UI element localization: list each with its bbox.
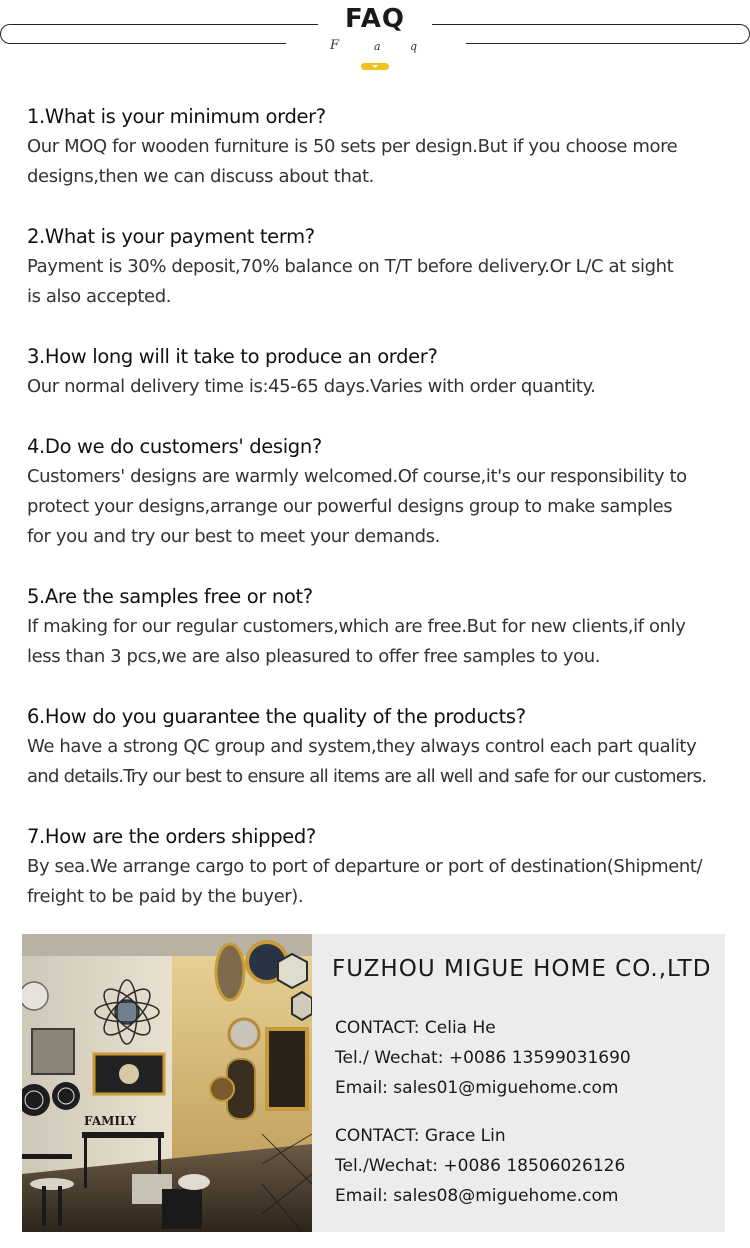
faq-item	[27, 432, 747, 552]
faq-answer	[27, 372, 747, 402]
contact-phone: Tel./Wechat: +0086 18506026126	[335, 1156, 626, 1176]
faq-answer	[27, 252, 747, 312]
script-letter: a	[374, 40, 381, 53]
contact-card	[22, 934, 725, 1232]
answer-line: is also accepted.	[27, 286, 172, 307]
answer-line: for you and try our best to meet your demands.	[27, 526, 440, 547]
faq-answer	[27, 732, 747, 792]
answer-line: protect your designs,arrange our powerful designs group to make samples	[27, 496, 673, 517]
faq-item	[27, 222, 747, 312]
answer-line: designs,then we can discuss about that.	[27, 166, 374, 187]
answer-line: If making for our regular customers,which are free.But for new clients,if only	[27, 616, 686, 637]
faq-question: 4.Do we do customers' design?	[27, 435, 322, 458]
faq-title: FAQ	[344, 4, 405, 34]
faq-item	[27, 102, 747, 192]
faq-answer	[27, 612, 747, 672]
answer-line: Payment is 30% deposit,70% balance on T/T before delivery.Or L/C at sight	[27, 256, 674, 277]
faq-answer	[27, 132, 747, 192]
faq-script-subtitle	[330, 38, 420, 56]
contact-email[interactable]: Email: sales08@miguehome.com	[335, 1186, 619, 1206]
company-name: FUZHOU MIGUE HOME CO.,LTD	[332, 956, 712, 982]
contact-phone: Tel./ Wechat: +0086 13599031690	[335, 1048, 631, 1068]
contact-email[interactable]: Email: sales01@miguehome.com	[335, 1078, 619, 1098]
faq-question: 6.How do you guarantee the quality of the products?	[27, 705, 526, 728]
chevron-down-icon	[361, 63, 389, 70]
contact-label: CONTACT:	[335, 1126, 420, 1146]
showroom-photo	[22, 934, 312, 1232]
answer-line: and details.Try our best to ensure all items are all well and safe for our customers.	[27, 766, 707, 787]
answer-line: We have a strong QC group and system,they always control each part quality	[27, 736, 697, 757]
answer-line: Our MOQ for wooden furniture is 50 sets per design.But if you choose more	[27, 136, 678, 157]
contact-name: Celia He	[424, 1018, 496, 1038]
answer-line: less than 3 pcs,we are also pleasured to offer free samples to you.	[27, 646, 601, 667]
contact-info	[312, 934, 725, 1232]
faq-item	[27, 822, 747, 912]
family-sign-text: FAMILY	[84, 1114, 137, 1128]
faq-question: 7.How are the orders shipped?	[27, 825, 316, 848]
contact-person	[335, 1018, 496, 1038]
faq-item	[27, 582, 747, 672]
faq-question: 5.Are the samples free or not?	[27, 585, 313, 608]
faq-question: 2.What is your payment term?	[27, 225, 315, 248]
answer-line: By sea.We arrange cargo to port of departure or port of destination(Shipment/	[27, 856, 703, 877]
faq-item	[27, 702, 747, 792]
contact-name: Grace Lin	[424, 1126, 506, 1146]
faq-header	[0, 0, 750, 80]
script-letter: q	[410, 40, 418, 53]
faq-item	[27, 342, 747, 402]
faq-question: 1.What is your minimum order?	[27, 105, 326, 128]
faq-answer	[27, 852, 747, 912]
showroom-photo-illustration	[22, 934, 312, 1232]
faq-answer	[27, 462, 747, 552]
contact-label: CONTACT:	[335, 1018, 420, 1038]
answer-line: Customers' designs are warmly welcomed.Of course,it's our responsibility to	[27, 466, 687, 487]
faq-question: 3.How long will it take to produce an order?	[27, 345, 438, 368]
answer-line: freight to be paid by the buyer).	[27, 886, 304, 907]
script-letter: F	[330, 38, 340, 53]
answer-line: Our normal delivery time is:45-65 days.Varies with order quantity.	[27, 376, 596, 397]
contact-person	[335, 1126, 506, 1146]
